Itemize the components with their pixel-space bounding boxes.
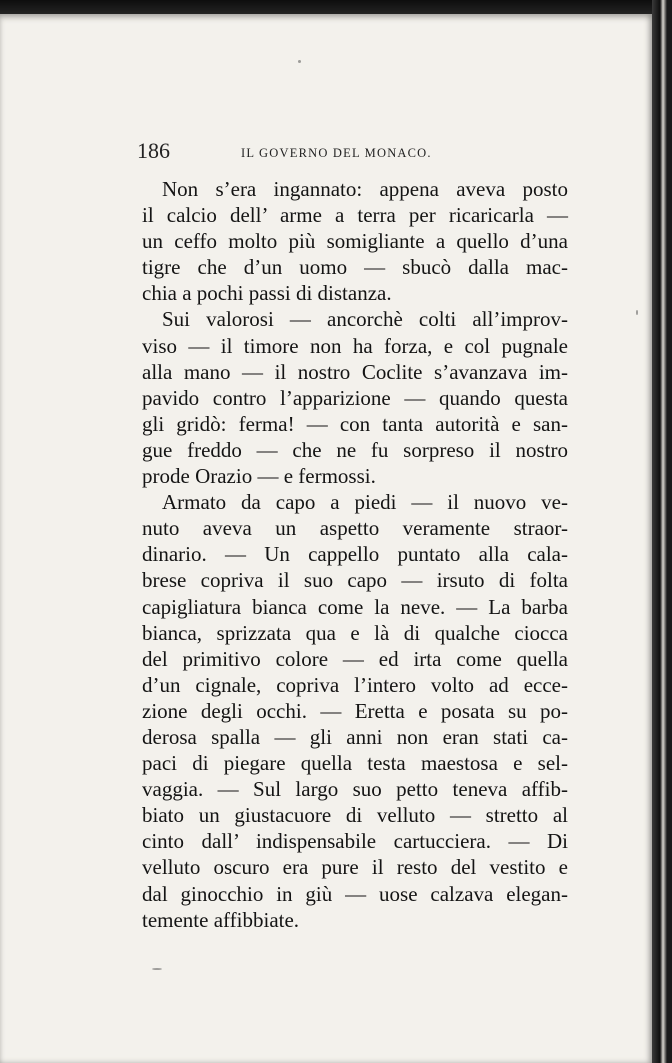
text-line: gli gridò: ferma! — con tanta autorità e san- xyxy=(142,411,568,436)
text-line: tigre che d’un uomo — sbucò dalla mac- xyxy=(142,255,568,280)
text-line: capigliatura bianca come la neve. — La barba xyxy=(142,594,568,619)
text-line: Non s’era ingannato: appena aveva posto xyxy=(162,177,568,201)
text-line: temente affibbiate. xyxy=(142,907,300,932)
running-title: IL GOVERNO DEL MONACO. xyxy=(241,146,432,160)
text-line: zione degli occhi. — Eretta e posata su po- xyxy=(142,698,568,723)
text-line: viso — il timore non ha forza, e col pugnale xyxy=(142,333,568,358)
text-line: dinario. — Un cappello puntato alla cala- xyxy=(142,542,568,567)
text-line: dal ginocchio in giù — uose calzava elegan- xyxy=(142,881,568,906)
page-header xyxy=(137,138,567,164)
text-line: cinto dall’ indispensabile cartucciera. — Di xyxy=(142,829,568,854)
paper-speck xyxy=(636,310,638,315)
text-line: bianca, sprizzata qua e là di qualche ciocca xyxy=(142,620,568,645)
text-line: chia a pochi passi di distanza. xyxy=(142,281,392,306)
text-line: derosa spalla — gli anni non eran stati ca- xyxy=(142,724,568,749)
body-text xyxy=(142,176,568,933)
paper-speck xyxy=(298,60,301,63)
text-line: velluto oscuro era pure il resto del vestito e xyxy=(142,855,568,880)
text-line: alla mano — il nostro Coclite s’avanzava im- xyxy=(142,359,568,384)
book-spine-edge xyxy=(652,0,672,1063)
text-line: del primitivo colore — ed irta come quella xyxy=(142,646,568,671)
text-line: il calcio dell’ arme a terra per ricaricarla — xyxy=(142,203,568,228)
paper-speck xyxy=(152,968,162,970)
text-line: un ceffo molto più somigliante a quello d’una xyxy=(142,229,568,254)
text-line: gue freddo — che ne fu sorpreso il nostro xyxy=(142,437,568,462)
text-line: biato un giustacuore di velluto — stretto al xyxy=(142,803,568,828)
text-line: paci di piegare quella testa maestosa e sel- xyxy=(142,751,568,776)
text-line: Armato da capo a piedi — il nuovo ve- xyxy=(162,490,568,515)
text-line: pavido contro l’apparizione — quando questa xyxy=(142,385,568,410)
text-line: d’un cignale, copriva l’intero volto ad ecce- xyxy=(142,672,568,697)
text-line: brese copriva il suo capo — irsuto di folta xyxy=(142,568,568,593)
text-line: Sui valorosi — ancorchè colti all’improv- xyxy=(162,307,568,332)
text-line: vaggia. — Sul largo suo petto teneva affib- xyxy=(142,777,568,802)
text-line: prode Orazio — e fermossi. xyxy=(142,464,376,489)
text-line: nuto aveva un aspetto veramente straor- xyxy=(142,516,568,541)
page-number: 186 xyxy=(137,138,170,163)
